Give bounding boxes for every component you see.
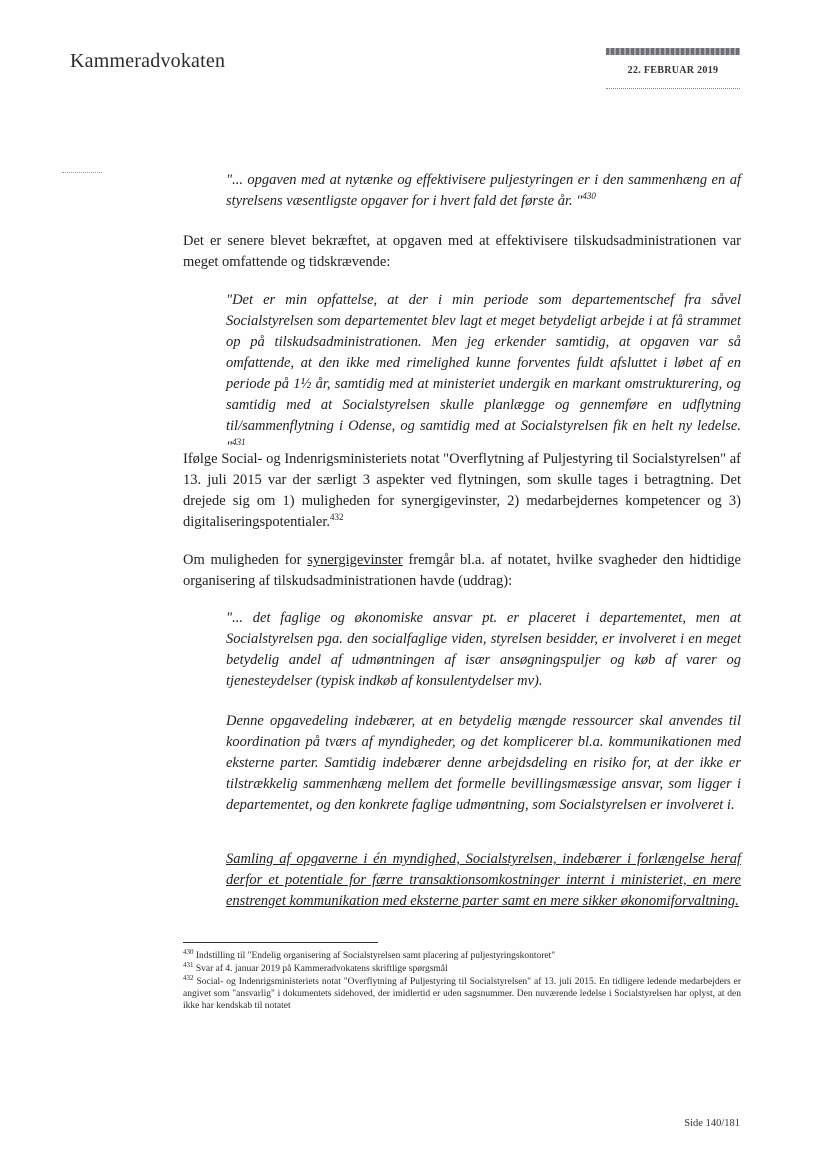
paragraph-synergy-rest: fremgår bl.a. af notatet, hvilke svagheder den hidtidige organisering af tilskudsadministrationen havde (uddrag): <box>183 552 741 589</box>
paragraph-synergy <box>183 550 741 592</box>
page-number: Side 140/181 <box>684 1118 740 1129</box>
quote-block-3: "... det faglige og økonomiske ansvar pt. er placeret i departementet, men at Socialstyrelsen pga. den socialfaglige viden, styrelsen besidder, er involveret i en meget betydelig andel af udmøntningen af især ansøgningspuljer og køb af varer og tjenesteydelser (typisk indkøb af konsulentydelser mv). <box>226 610 741 689</box>
footnote-text: Indstilling til "Endelig organisering af Socialstyrelsen samt placering af puljestyringskontoret" <box>195 951 556 961</box>
redacted-header-bar <box>606 48 740 55</box>
footnote-number: 432 <box>183 973 194 982</box>
paragraph-synergy-lead: Om muligheden for <box>183 552 308 568</box>
footnote-separator <box>183 942 378 943</box>
brand-name: Kammeradvokaten <box>70 50 226 72</box>
footnote-number: 431 <box>183 960 194 969</box>
header-date-block <box>606 48 740 89</box>
footnote-ref-431: 431 <box>232 437 246 448</box>
quote-block-5-underlined: Samling af opgaverne i én myndighed, Socialstyrelsen, indebærer i forlængelse heraf derfor et potentiale for færre transaktionsomkostninger internt i ministeriet, en mere enstrenget kommunikation med eksterne parter samt en mere sikker økonomiforvaltning. <box>226 851 741 909</box>
footnote-text: Svar af 4. januar 2019 på Kammeradvokatens skriftlige spørgsmål <box>195 964 448 974</box>
footnote-431 <box>183 960 741 975</box>
footnote-432 <box>183 973 742 1012</box>
footnote-text: Social- og Indenrigsministeriets notat "Overflytning af Puljestyring til Socialstyrelsen" af 13. juli 2015. En tidligere ledende medarbejders er angivet som "ansvarlig" i dokumentets sidehoved, der imidlertid er uden sagsnummer. Den nuværende ledelse i Socialstyrelsen har oplyst, at den ikke har kendskab til notatet <box>183 977 742 1011</box>
footnotes <box>183 947 742 1013</box>
footnote-ref-432: 432 <box>329 512 344 523</box>
quote-block-2 <box>226 290 741 458</box>
footnote-number: 430 <box>183 947 194 956</box>
document-date: 22. FEBRUAR 2019 <box>627 65 719 76</box>
footnote-ref-430: 430 <box>582 191 596 202</box>
paragraph-confirmation: Det er senere blevet bekræftet, at opgaven med at effektivisere tilskudsadministrationen var meget omfattende og tidskrævende: <box>183 233 741 270</box>
quote-1-text: "... opgaven med at nytænke og effektivisere puljestyringen er i den sammenhæng en af styrelsens væsentligste opgaver for i hvert fald det første år. " <box>226 172 741 209</box>
footnote-430 <box>183 947 741 962</box>
quote-block-4: Denne opgavedeling indebærer, at en betydelig mængde ressourcer skal anvendes til koordination på tværs af myndigheder, og det komplicerer bl.a. kommunikationen med eksterne parter. Samtidig indebærer denne arbejdsdeling en risiko for, at der ikke er tilstrækkelig sammenhæng mellem det formelle bevillingsmæssige ansvar, som ligger i departementet, og den konkrete faglige udmøntning, som Socialstyrelsen er involveret i. <box>226 713 741 813</box>
paragraph-notat-text: Ifølge Social- og Indenrigsministeriets notat "Overflytning af Puljestyring til Socialstyrelsen" af 13. juli 2015 var der særligt 3 aspekter ved flytningen, som skulle tages i betragtning. Det drejede sig om 1) muligheden for synergigevinster, 2) medarbejdernes kompetencer og 3) digitaliseringspotentialer. <box>183 451 741 530</box>
synergy-term: synergigevinster <box>307 552 403 568</box>
margin-dotted-mark <box>62 172 102 173</box>
quote-block-1 <box>226 170 741 212</box>
header-dotted-rule <box>606 88 740 89</box>
paragraph-notat <box>183 449 741 533</box>
quote-2-text: "Det er min opfattelse, at der i min periode som departementschef fra såvel Socialstyrelsen som departementet blev lagt et meget betydeligt arbejde i at få strammet op på tilskudsadministrationen. Men jeg erkender samtidig, at opgaven var så omfattende, at den ikke med rimelighed kunne forventes fuldt afsluttet i løbet af en periode på 1½ år, samtidig med at ministeriet undergik en markant omstrukturering, og samtidig med at Socialstyrelsen skulle planlægge og gennemføre en udflytning til/sammenflytning i Odense, og samtidig med at Socialstyrelsen fik en helt ny ledelse. " <box>226 292 741 455</box>
